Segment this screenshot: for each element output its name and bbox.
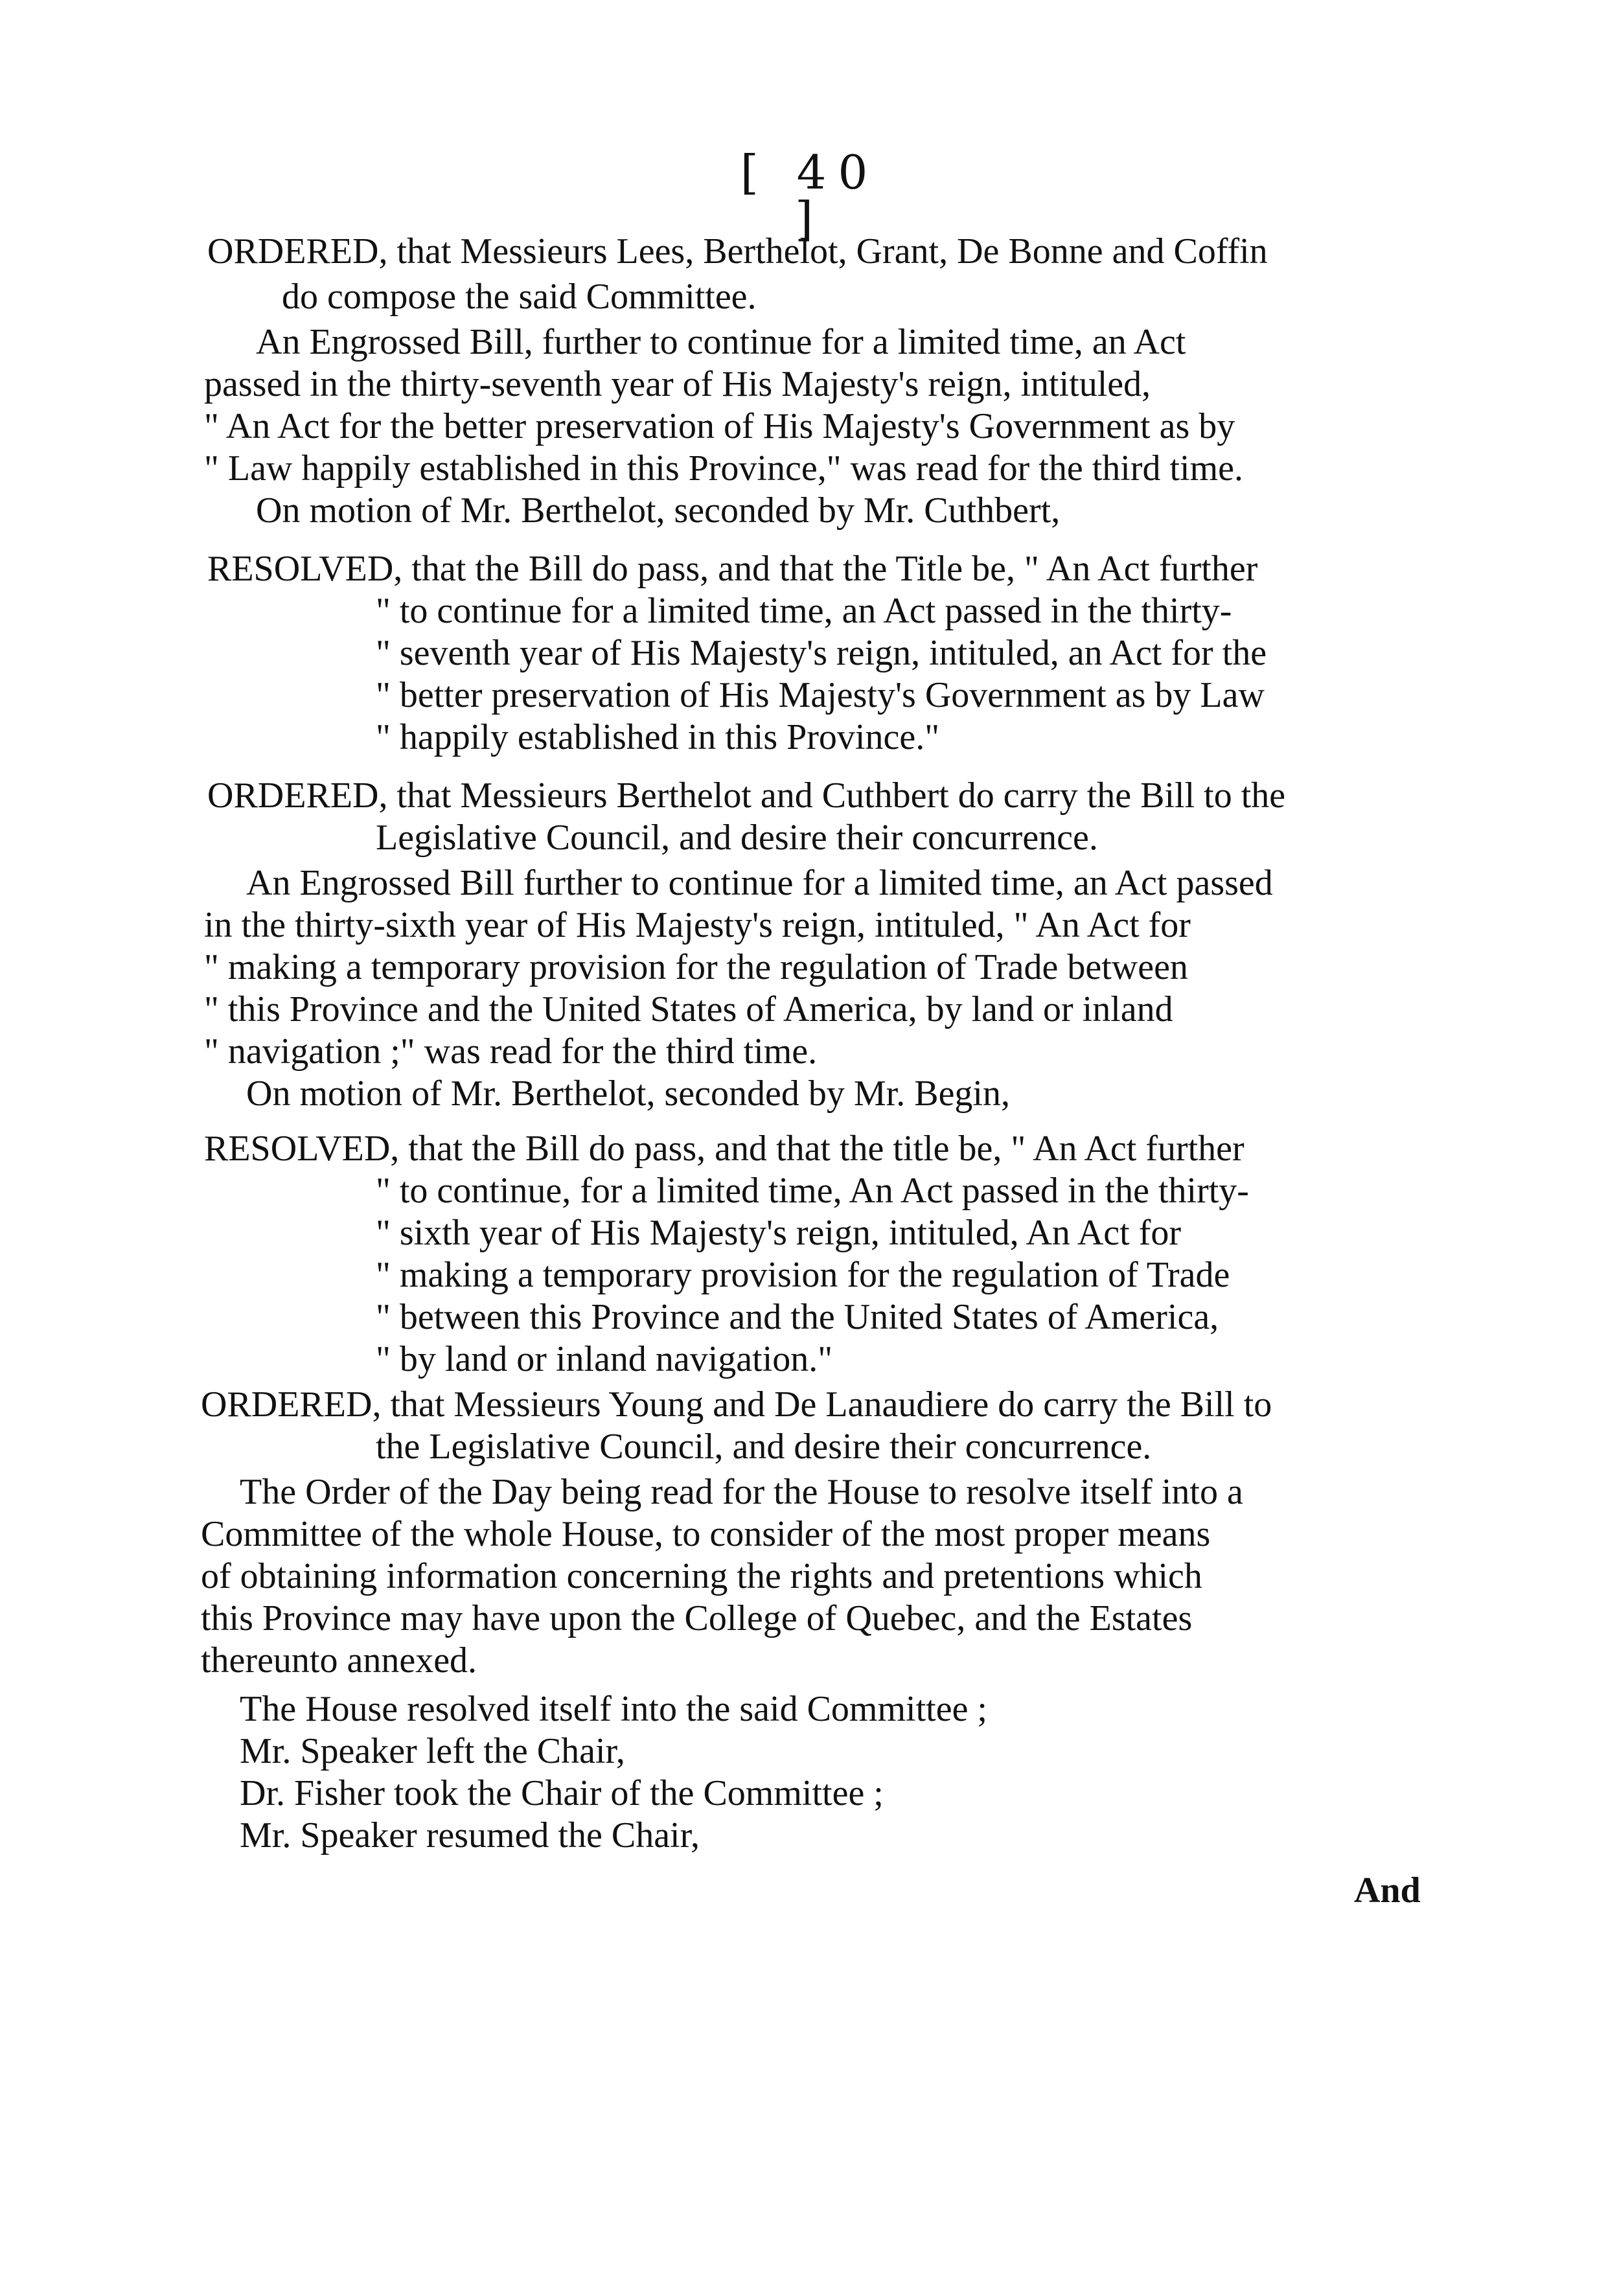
text-line: An Engrossed Bill further to continue for a limited time, an Act passed xyxy=(246,863,1273,903)
text-line: Dr. Fisher took the Chair of the Committee ; xyxy=(240,1773,884,1813)
text-line: RESOLVED, that the Bill do pass, and that the title be, " An Act further xyxy=(204,1129,1245,1169)
text-line: " sixth year of His Majesty's reign, intituled, An Act for xyxy=(376,1213,1181,1253)
catchword: And xyxy=(1354,1870,1421,1911)
text-line: RESOLVED, that the Bill do pass, and that the Title be, " An Act further xyxy=(207,549,1258,589)
text-line: " between this Province and the United States of America, xyxy=(376,1297,1219,1337)
page-number: [ 40 ] xyxy=(740,145,880,246)
text-line: " by land or inland navigation." xyxy=(376,1339,833,1379)
text-line: " better preservation of His Majesty's Government as by Law xyxy=(376,675,1265,715)
text-line: Legislative Council, and desire their concurrence. xyxy=(376,818,1098,858)
text-line: ORDERED, that Messieurs Lees, Berthelot, Grant, De Bonne and Coffin xyxy=(207,231,1268,271)
text-line: The Order of the Day being read for the House to resolve itself into a xyxy=(240,1472,1243,1512)
text-line: thereunto annexed. xyxy=(201,1640,477,1681)
text-line: On motion of Mr. Berthelot, seconded by Mr. Begin, xyxy=(246,1073,1010,1114)
text-line: " happily established in this Province." xyxy=(376,717,940,757)
text-line: " this Province and the United States of America, by land or inland xyxy=(204,989,1173,1029)
text-line: The House resolved itself into the said Committee ; xyxy=(240,1689,987,1729)
text-line: " making a temporary provision for the regulation of Trade xyxy=(376,1255,1230,1295)
text-line: " to continue, for a limited time, An Act passed in the thirty- xyxy=(376,1171,1249,1211)
text-line: Committee of the whole House, to consider of the most proper means xyxy=(201,1514,1211,1554)
text-line: Mr. Speaker left the Chair, xyxy=(240,1731,625,1771)
text-line: On motion of Mr. Berthelot, seconded by Mr. Cuthbert, xyxy=(256,490,1061,531)
text-line: " making a temporary provision for the regulation of Trade between xyxy=(204,947,1188,987)
text-line: in the thirty-sixth year of His Majesty's reign, intituled, " An Act for xyxy=(204,905,1191,945)
text-line: ORDERED, that Messieurs Young and De Lanaudiere do carry the Bill to xyxy=(201,1384,1272,1425)
text-line: " seventh year of His Majesty's reign, intituled, an Act for the xyxy=(376,633,1267,673)
text-line: of obtaining information concerning the rights and pretentions which xyxy=(201,1556,1202,1596)
text-line: the Legislative Council, and desire their concurrence. xyxy=(376,1427,1152,1467)
text-line: passed in the thirty-seventh year of His Majesty's reign, intituled, xyxy=(204,364,1151,404)
text-line: " Law happily established in this Province," was read for the third time. xyxy=(204,448,1244,488)
text-line: this Province may have upon the College of Quebec, and the Estates xyxy=(201,1598,1193,1638)
text-line: Mr. Speaker resumed the Chair, xyxy=(240,1815,700,1855)
text-line: An Engrossed Bill, further to continue for a limited time, an Act xyxy=(256,322,1186,362)
text-line: " to continue for a limited time, an Act passed in the thirty- xyxy=(376,591,1232,631)
text-line: " An Act for the better preservation of His Majesty's Government as by xyxy=(204,406,1235,446)
text-line: " navigation ;" was read for the third time. xyxy=(204,1031,818,1072)
text-line: ORDERED, that Messieurs Berthelot and Cuthbert do carry the Bill to the xyxy=(207,775,1286,816)
text-line: do compose the said Committee. xyxy=(282,277,757,317)
